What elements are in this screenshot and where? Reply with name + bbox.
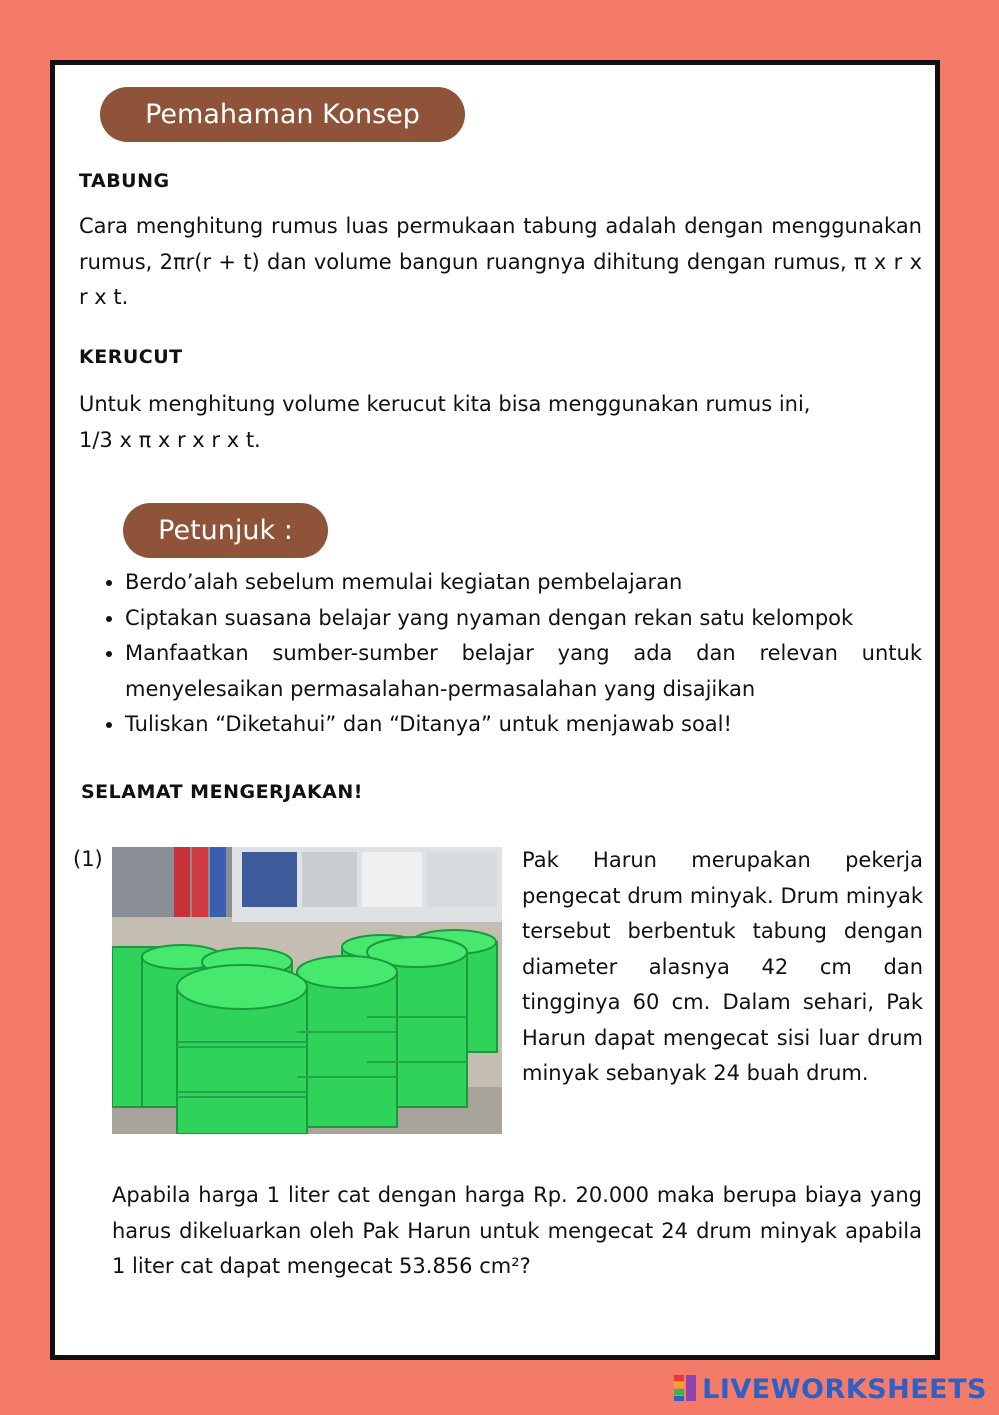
- petunjuk-list: [85, 565, 922, 743]
- liveworksheets-name: LIVEWORKSHEETS: [702, 1374, 987, 1405]
- question-followup: Apabila harga 1 liter cat dengan harga Rp. 20.000 maka berupa biaya yang harus dikeluarkan oleh Pak Harun untuk mengecat 24 drum minyak apabila 1 liter cat dapat mengecat 53.856 cm²?: [112, 1183, 922, 1278]
- worksheet-page: [50, 60, 940, 1360]
- kerucut-text: [79, 387, 922, 458]
- list-item: • Manfaatkan sumber-sumber belajar yang ada dan relevan untuk menyelesaikan permasalahan-permasalahan yang disajikan: [125, 636, 922, 707]
- list-item: • Tuliskan “Diketahui” dan “Ditanya” untuk menjawab soal!: [125, 707, 922, 743]
- liveworksheets-branding[interactable]: [674, 1374, 987, 1405]
- kerucut-line-1: Untuk menghitung volume kerucut kita bisa menggunakan rumus ini,: [79, 392, 811, 416]
- kerucut-line-2: 1/3 x π x r x r x t.: [79, 427, 261, 452]
- section-title-pemahaman-konsep: Pemahaman Konsep: [100, 87, 465, 142]
- section-title-petunjuk: Petunjuk :: [123, 503, 328, 558]
- green-oil-drums-photo: [112, 847, 502, 1134]
- list-item: • Berdo’alah sebelum memulai kegiatan pembelajaran: [125, 565, 922, 601]
- selamat-mengerjakan: SELAMAT MENGERJAKAN!: [81, 781, 363, 803]
- tabung-text: Cara menghitung rumus luas permukaan tabung adalah dengan menggunakan rumus, 2πr(r + t) dan volume bangun ruangnya dihitung dengan rumus, π x r x r x t.: [79, 214, 922, 309]
- question-text: Pak Harun merupakan pekerja pengecat drum minyak. Drum minyak tersebut berbentuk tabung dengan diameter alasnya 42 cm dan tingginya 60 cm. Dalam sehari, Pak Harun dapat mengecat sisi luar drum minyak sebanyak 24 buah drum.: [522, 848, 923, 1085]
- list-item: • Ciptakan suasana belajar yang nyaman dengan rekan satu kelompok: [125, 601, 922, 637]
- heading-kerucut: KERUCUT: [79, 346, 183, 368]
- question-number: (1): [73, 847, 103, 871]
- liveworksheets-logo-icon: [674, 1375, 696, 1405]
- heading-tabung: TABUNG: [79, 170, 170, 192]
